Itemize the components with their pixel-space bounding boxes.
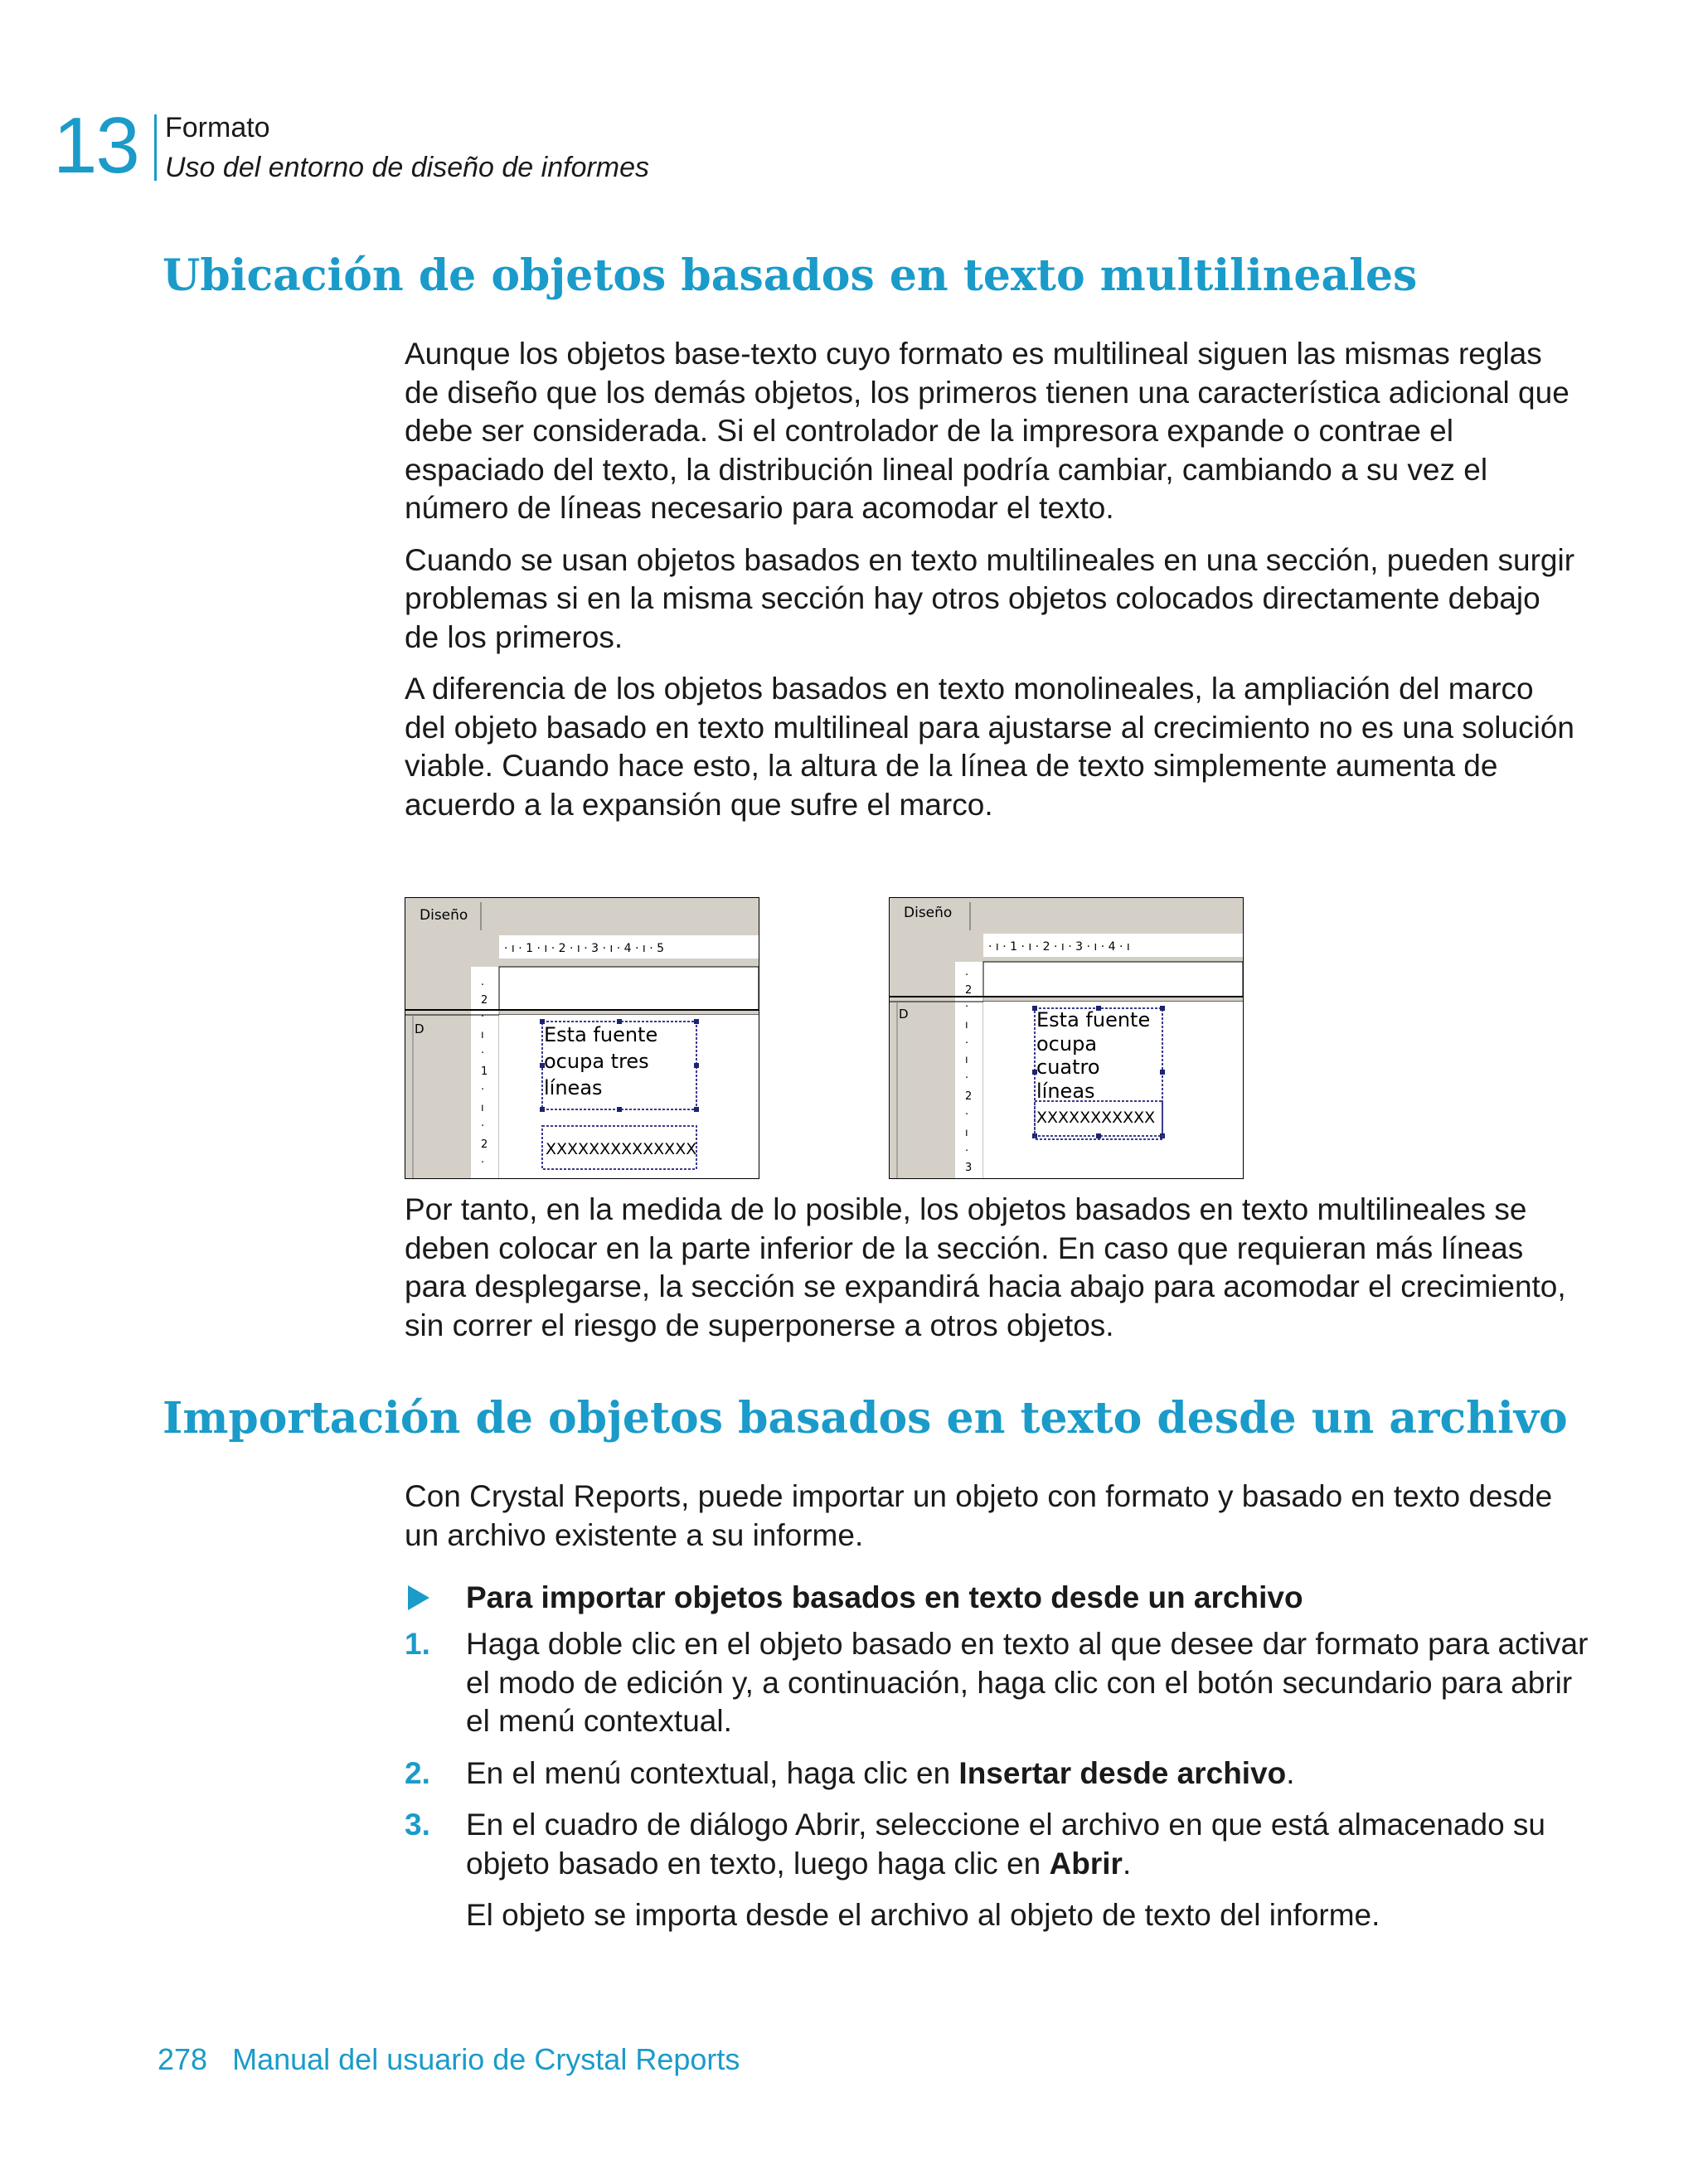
placeholder-text: XXXXXXXXXXXXXX: [546, 1140, 697, 1158]
step-text-end: .: [1122, 1846, 1132, 1881]
svg-text:·: ·: [481, 1047, 485, 1060]
step-item: [405, 1625, 1599, 1741]
svg-text:·: ·: [965, 1109, 969, 1121]
chapter-subtitle: Uso del entorno de diseño de informes: [165, 152, 650, 183]
svg-text:·: ·: [965, 1072, 969, 1085]
svg-text:2: 2: [481, 1138, 488, 1151]
ruler-horizontal: · ı · 1 · ı · 2 · ı · 3 · ı · 4 · ı: [988, 940, 1130, 954]
placeholder-text: XXXXXXXXXXX: [1036, 1109, 1156, 1127]
svg-text:1: 1: [481, 1065, 488, 1078]
tab-design[interactable]: Diseño: [904, 905, 953, 921]
step-number: 1.: [405, 1627, 430, 1661]
menu-command: Insertar desde archivo: [958, 1755, 1287, 1790]
step-text: En el menú contextual, haga clic en: [466, 1755, 959, 1790]
screenshot-four-lines: [889, 897, 1244, 1179]
screenshot-three-lines: [405, 897, 759, 1179]
svg-text:·: ·: [965, 969, 969, 982]
paragraph: Con Crystal Reports, puede importar un objeto con formato y basado en texto desde un archivo existente a su informe.: [405, 1479, 1553, 1552]
page-footer: [158, 2041, 740, 2078]
step-text: Haga doble clic en el objeto basado en texto al que desee dar formato para activar el modo de edición y, a continuación, haga clic con el botón secundario para abrir el menú contextual.: [466, 1627, 1589, 1738]
paragraph: Por tanto, en la medida de lo posible, los objetos basados en texto multilineales se deben colocar en la parte inferior de la sección. En caso que requieran más líneas para desplegarse, la sección se expandirá hacia abajo para acomodar el crecimiento, sin correr el riesgo de superponerse a otros objetos.: [405, 1192, 1566, 1342]
step-item: [405, 1754, 1599, 1793]
svg-text:3: 3: [965, 1162, 973, 1174]
svg-text:·: ·: [481, 1157, 485, 1169]
page-number: 278: [158, 2042, 208, 2076]
section-label: D: [415, 1022, 424, 1036]
paragraph: Cuando se usan objetos basados en texto multilineales en una sección, pueden surgir problemas si en la misma sección hay otros objetos colocados directamente debajo de los primeros.: [405, 542, 1575, 654]
svg-text:2: 2: [965, 984, 973, 997]
section1-body: [405, 335, 1582, 837]
procedure-steps: [405, 1625, 1599, 1949]
section2-intro: [405, 1478, 1582, 1568]
section-heading-multiline: Ubicación de objetos basados en texto multilineales: [163, 250, 1418, 301]
step-item: [405, 1806, 1599, 1935]
step-number: 2.: [405, 1755, 430, 1790]
step-number: 3.: [405, 1808, 430, 1842]
section-label: D: [899, 1007, 909, 1022]
button-name: Abrir: [1049, 1846, 1123, 1881]
procedure-heading: [405, 1579, 1582, 1617]
text-line: líneas: [1036, 1080, 1095, 1103]
svg-text:·: ·: [481, 1084, 485, 1096]
chapter-title: Formato: [165, 112, 270, 143]
svg-text:·: ·: [481, 979, 485, 992]
ruler-horizontal: · ı · 1 · ı · 2 · ı · 3 · ı · 4 · ı · 5: [504, 942, 665, 955]
svg-text:2: 2: [481, 994, 488, 1007]
figure-screenshots: [405, 897, 1250, 1182]
svg-text:ı: ı: [481, 1029, 484, 1041]
text-line: líneas: [544, 1076, 603, 1099]
text-line: Esta fuente: [544, 1023, 658, 1046]
svg-text:2: 2: [965, 1090, 973, 1103]
text-line: ocupa tres: [544, 1050, 649, 1073]
chapter-number: 13: [53, 101, 138, 190]
svg-text:ı: ı: [481, 1102, 484, 1114]
svg-text:·: ·: [481, 1120, 485, 1133]
step-result: El objeto se importa desde el archivo al objeto de texto del informe.: [466, 1898, 1380, 1932]
tab-design[interactable]: Diseño: [420, 907, 468, 924]
svg-text:ı: ı: [965, 1054, 968, 1066]
svg-text:·: ·: [965, 1001, 969, 1013]
svg-text:·: ·: [481, 1011, 485, 1023]
svg-text:·: ·: [965, 1037, 969, 1050]
paragraph: Aunque los objetos base-texto cuyo formato es multilineal siguen las mismas reglas de diseño que los demás objetos, los primeros tienen una característica adicional que debe ser considerada. Si el controlador de la impresora expande o contrae el espaciado del texto, la distribución lineal podría cambiar, cambiando a su vez el número de líneas necesario para acomodar el texto.: [405, 337, 1569, 525]
section-heading-import: Importación de objetos basados en texto desde un archivo: [163, 1393, 1568, 1444]
paragraph: A diferencia de los objetos basados en texto monolineales, la ampliación del marco del objeto basado en texto multilineal para ajustarse al crecimiento no es una solución viable. Cuando hace esto, la altura de la línea de texto simplemente aumenta de acuerdo a la expansión que sufre el marco.: [405, 672, 1574, 822]
step-text-end: .: [1286, 1755, 1295, 1790]
svg-text:·: ·: [965, 1145, 969, 1158]
triangle-bullet-icon: [408, 1585, 429, 1610]
header-divider: [154, 114, 157, 181]
section1-conclusion: [405, 1191, 1582, 1358]
manual-title: Manual del usuario de Crystal Reports: [232, 2042, 740, 2076]
procedure-title: Para importar objetos basados en texto desde un archivo: [466, 1580, 1303, 1614]
text-line: ocupa: [1036, 1032, 1098, 1056]
svg-text:ı: ı: [965, 1019, 968, 1031]
text-line: Esta fuente: [1036, 1008, 1151, 1031]
text-line: cuatro: [1036, 1056, 1100, 1079]
svg-text:ı: ı: [965, 1127, 968, 1139]
step-text: En el cuadro de diálogo Abrir, seleccione el archivo en que está almacenado su objeto basado en texto, luego haga clic en: [466, 1808, 1546, 1881]
